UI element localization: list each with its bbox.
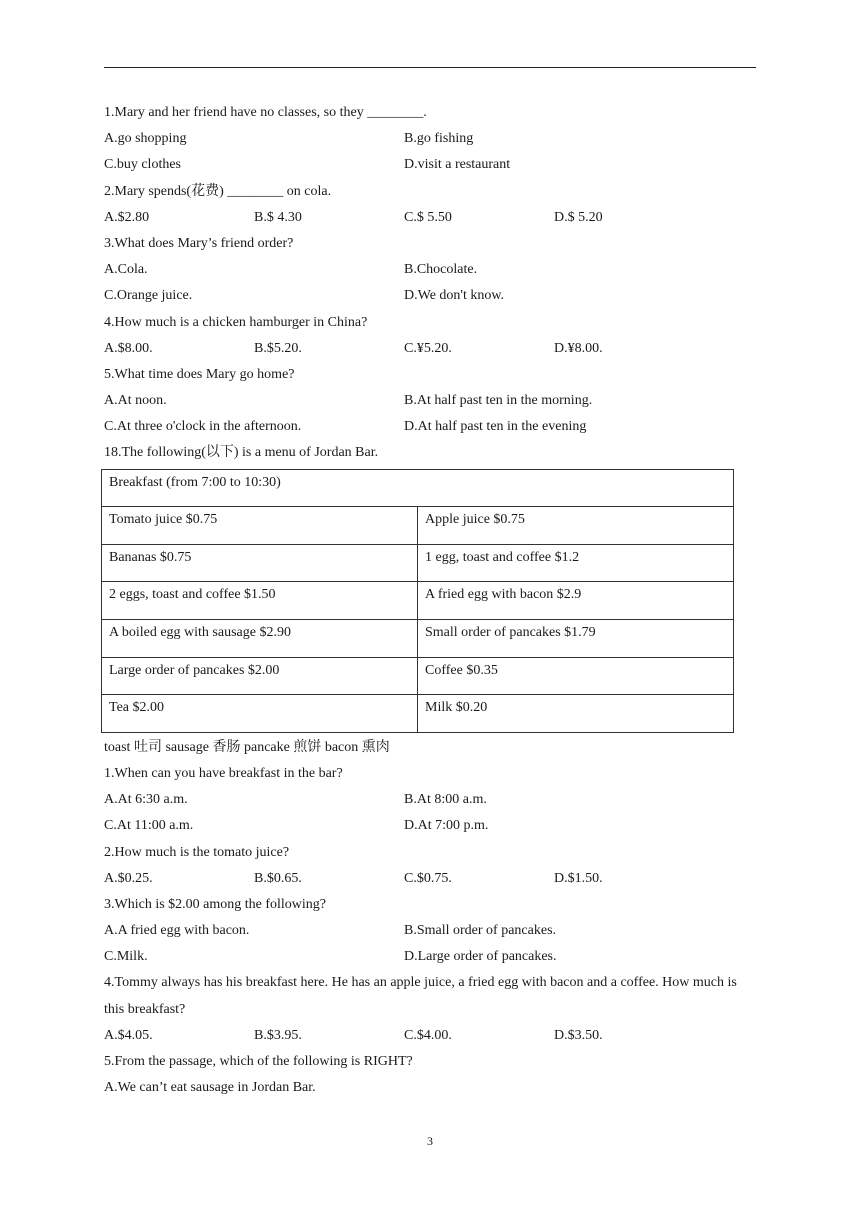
menu-cell: Coffee $0.35 [418,657,734,695]
menu-row [102,582,734,620]
options-row [104,414,744,440]
option-b: B.$0.65. [254,870,302,886]
question-text: 1.Mary and her friend have no classes, so they ________. [104,105,427,120]
menu-cell: Bananas $0.75 [102,544,418,582]
question-text: 3.What does Mary’s friend order? [104,235,294,251]
menu-row [102,695,734,733]
options-row [104,918,744,944]
menu-cell: 1 egg, toast and coffee $1.2 [418,544,734,582]
option-c: C.buy clothes [104,157,181,173]
option-d: D.$3.50. [554,1027,603,1043]
menu-cell: A fried egg with bacon $2.9 [418,582,734,620]
options-row [104,283,744,309]
menu-row [102,507,734,545]
option-c: C.¥5.20. [404,340,452,356]
option-a: A.$2.80 [104,209,150,225]
option-d: D.$ 5.20 [554,209,603,225]
option-d: D.$1.50. [554,870,603,886]
option-c: C.$0.75. [404,870,452,886]
option-b: B.Small order of pancakes. [404,923,557,939]
question-text: 4.How much is a chicken hamburger in China? [104,314,368,330]
option-c: C.At three o'clock in the afternoon. [104,419,302,435]
question-text: 5.From the passage, which of the following is RIGHT? [104,1054,413,1070]
option-b: B.At 8:00 a.m. [404,792,487,808]
options-row [104,1023,744,1049]
option-a: A.We can’t eat sausage in Jordan Bar. [104,1080,316,1096]
options-row [104,944,744,970]
glossary: toast 吐司 sausage 香肠 pancake 煎饼 bacon 熏肉 [104,739,390,755]
option-b: B.$ 4.30 [254,209,302,225]
menu-cell: Apple juice $0.75 [418,507,734,545]
option-b: B.Chocolate. [404,262,478,278]
passage-intro: 18.The following(以下) is a menu of Jordan Bar. [104,445,379,461]
option-a: A.go shopping [104,131,187,147]
menu-row [102,544,734,582]
option-b: B.At half past ten in the morning. [404,393,593,409]
options-row [104,205,744,231]
option-d: D.We don't know. [404,288,505,304]
option-a: A.Cola. [104,262,148,278]
menu-row [102,620,734,658]
question-text: 1.When can you have breakfast in the bar? [104,765,343,781]
option-d: D.At 7:00 p.m. [404,818,489,834]
option-a: A.A fried egg with bacon. [104,923,250,939]
option-a: A.At 6:30 a.m. [104,792,188,808]
menu-cell: Tea $2.00 [102,695,418,733]
question-text: 2.How much is the tomato juice? [104,844,290,860]
menu-cell: A boiled egg with sausage $2.90 [102,620,418,658]
options-row [104,257,744,283]
page-content [104,100,744,1101]
menu-cell: Large order of pancakes $2.00 [102,657,418,695]
option-c: C.Orange juice. [104,288,193,304]
question-text: 3.Which is $2.00 among the following? [104,896,327,912]
menu-header-row [102,469,734,507]
menu-cell: Milk $0.20 [418,695,734,733]
option-d: D.Large order of pancakes. [404,949,557,965]
options-row [104,336,744,362]
question-text: 5.What time does Mary go home? [104,366,295,382]
page-number: 3 [427,1134,433,1148]
option-c: C.Milk. [104,949,148,965]
option-c: C.$4.00. [404,1027,452,1043]
menu-table [101,469,734,733]
options-row [104,388,744,414]
menu-header-cell: Breakfast (from 7:00 to 10:30) [102,469,734,507]
option-b: B.$5.20. [254,340,302,356]
option-a: A.$8.00. [104,340,153,356]
option-d: D.visit a restaurant [404,157,511,173]
option-c: C.At 11:00 a.m. [104,818,194,834]
option-c: C.$ 5.50 [404,209,452,225]
header-rule [104,67,756,68]
options-row [104,152,744,178]
option-d: D.At half past ten in the evening [404,419,587,435]
menu-cell: Tomato juice $0.75 [102,507,418,545]
options-row [104,126,744,152]
menu-row [102,657,734,695]
question-text: 2.Mary spends(花费) ________ on cola. [104,183,332,199]
option-a: A.$0.25. [104,870,153,886]
menu-cell: Small order of pancakes $1.79 [418,620,734,658]
menu-cell: 2 eggs, toast and coffee $1.50 [102,582,418,620]
option-a: A.At noon. [104,393,167,409]
options-row [104,866,744,892]
option-b: B.$3.95. [254,1027,302,1043]
options-row [104,813,744,839]
option-a: A.$4.05. [104,1027,153,1043]
option-b: B.go fishing [404,131,474,147]
question-text: 4.Tommy always has his breakfast here. He has an apple juice, a fried egg with bacon and a coffee. How much is this breakfast? [104,975,737,1017]
options-row [104,787,744,813]
option-d: D.¥8.00. [554,340,603,356]
